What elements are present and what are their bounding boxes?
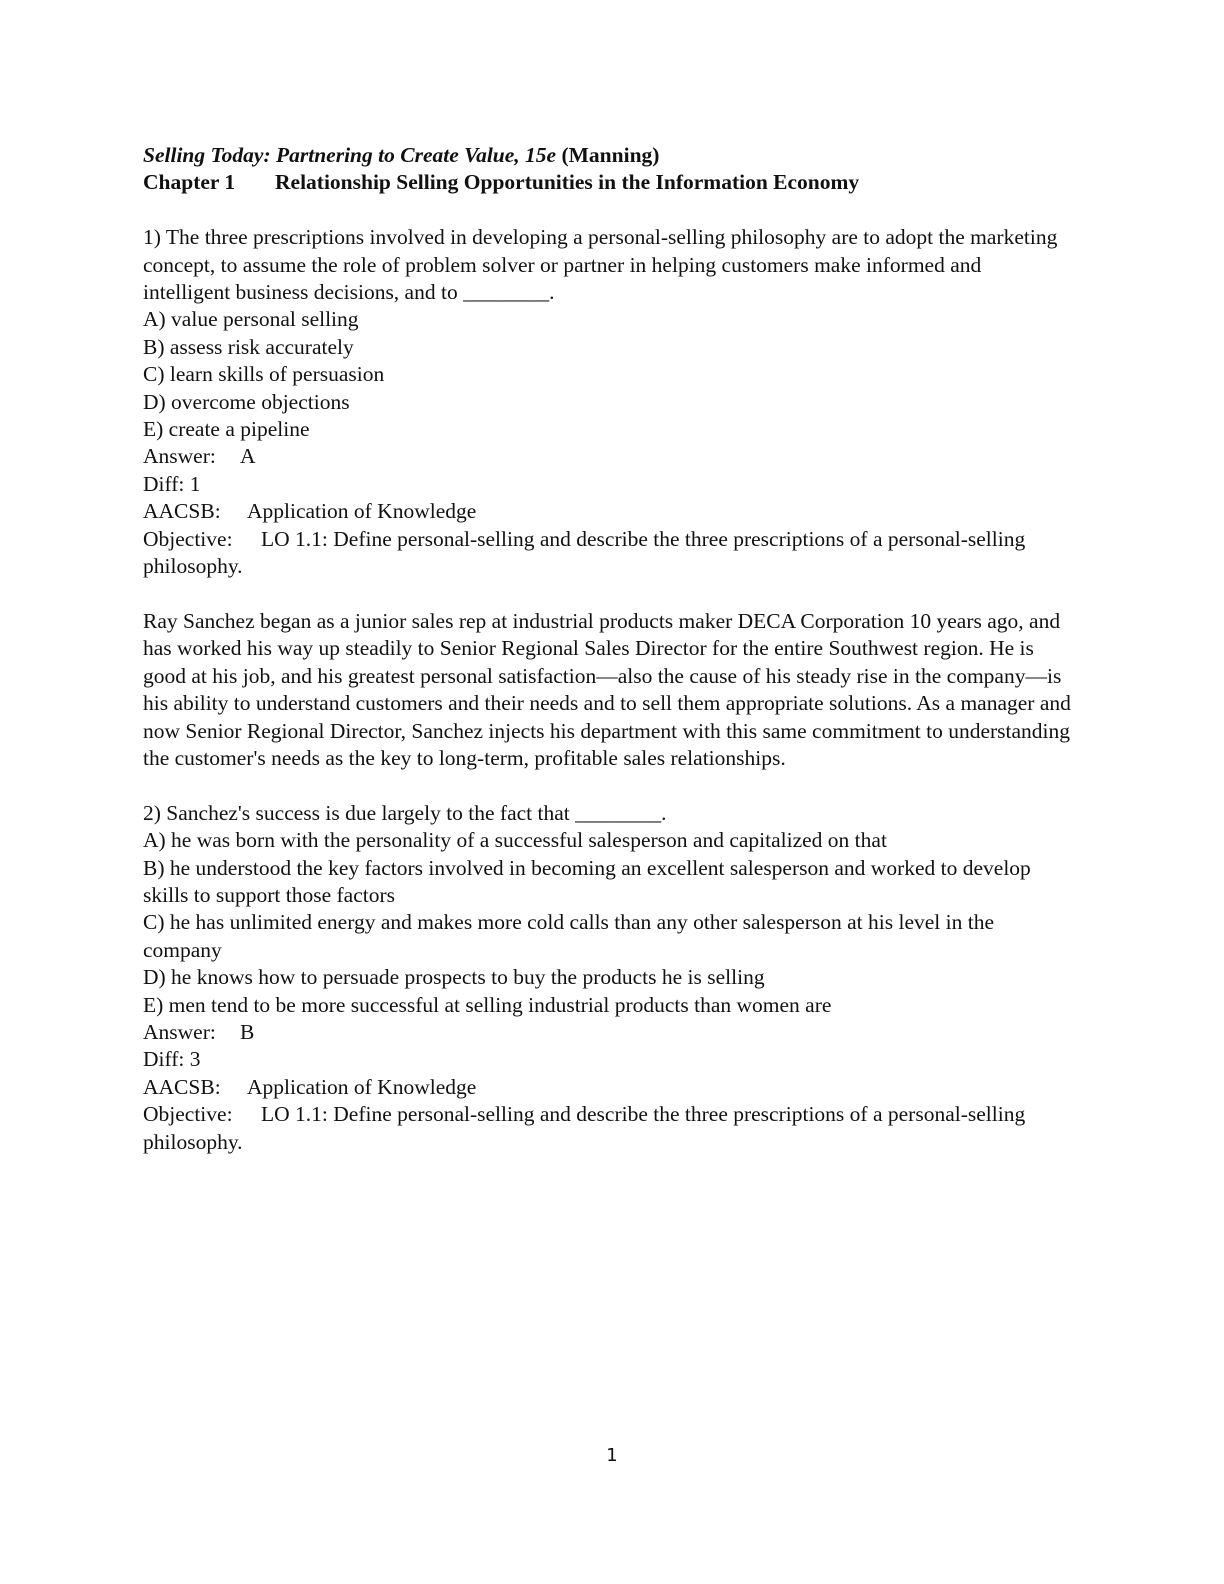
question-1	[143, 224, 1073, 580]
aacsb-line	[143, 498, 1073, 525]
aacsb-value: Application of Knowledge	[247, 1074, 477, 1099]
objective-value: LO 1.1: Define personal-selling and describe the three prescriptions of a personal-selling philosophy.	[143, 526, 1026, 579]
case-passage: Ray Sanchez began as a junior sales rep at industrial products maker DECA Corporation 10 years ago, and has worked his way up steadily to Senior Regional Sales Director for the entire Southwest region. He is good at his job, and his greatest personal satisfaction—also the cause of his steady rise in the company—is his ability to understand customers and their needs and to sell them appropriate solutions. As a manager and now Senior Regional Director, Sanchez injects his department with this same commitment to understanding the customer's needs as the key to long-term, profitable sales relationships.	[143, 608, 1071, 770]
difficulty: Diff: 1	[143, 471, 201, 496]
answer-label: Answer:	[143, 1019, 216, 1044]
answer-option: C) he has unlimited energy and makes more cold calls than any other salesperson at his level in the company	[143, 910, 995, 962]
aacsb-line	[143, 1074, 1073, 1101]
question-stem: 1) The three prescriptions involved in developing a personal-selling philosophy are to adopt the marketing concept, to assume the role of problem solver or partner in helping customers make informed and intelligent business decisions, and to ________.	[143, 225, 1058, 305]
aacsb-label: AACSB:	[143, 1074, 221, 1099]
chapter-heading	[143, 169, 1073, 196]
objective-label: Objective:	[143, 526, 233, 551]
objective-line	[143, 1101, 1073, 1156]
objective-label: Objective:	[143, 1102, 233, 1127]
answer-label: Answer:	[143, 444, 216, 469]
answer-value: B	[240, 1019, 255, 1044]
answer-value: A	[240, 444, 256, 469]
objective-value: LO 1.1: Define personal-selling and describe the three prescriptions of a personal-selling philosophy.	[143, 1102, 1026, 1154]
page-number: 1	[606, 1445, 618, 1466]
answer-option: E) create a pipeline	[143, 417, 310, 442]
chapter-title: Relationship Selling Opportunities in the Information Economy	[275, 170, 860, 195]
answer-option: D) he knows how to persuade prospects to buy the products he is selling	[143, 965, 765, 990]
document-page	[143, 142, 1073, 1156]
objective-line	[143, 526, 1073, 581]
book-title-line	[143, 142, 1073, 169]
question-2	[143, 800, 1073, 1156]
aacsb-label: AACSB:	[143, 499, 221, 524]
answer-option: A) he was born with the personality of a successful salesperson and capitalized on that	[143, 828, 887, 853]
book-author: (Manning)	[556, 143, 660, 167]
answer-option: E) men tend to be more successful at selling industrial products than women are	[143, 992, 832, 1017]
answer-option: B) he understood the key factors involved in becoming an excellent salesperson and worked to develop skills to support those factors	[143, 855, 1031, 907]
question-stem: 2) Sanchez's success is due largely to the fact that ________.	[143, 800, 667, 825]
answer-line	[143, 1019, 1073, 1046]
aacsb-value: Application of Knowledge	[247, 499, 477, 524]
book-title: Selling Today: Partnering to Create Value, 15e	[143, 143, 557, 167]
answer-option: C) learn skills of persuasion	[143, 362, 385, 387]
difficulty: Diff: 3	[143, 1047, 201, 1072]
answer-option: D) overcome objections	[143, 389, 350, 414]
answer-option: B) assess risk accurately	[143, 334, 354, 359]
answer-option: A) value personal selling	[143, 307, 359, 332]
chapter-number: Chapter 1	[143, 170, 236, 195]
answer-line	[143, 443, 1073, 470]
